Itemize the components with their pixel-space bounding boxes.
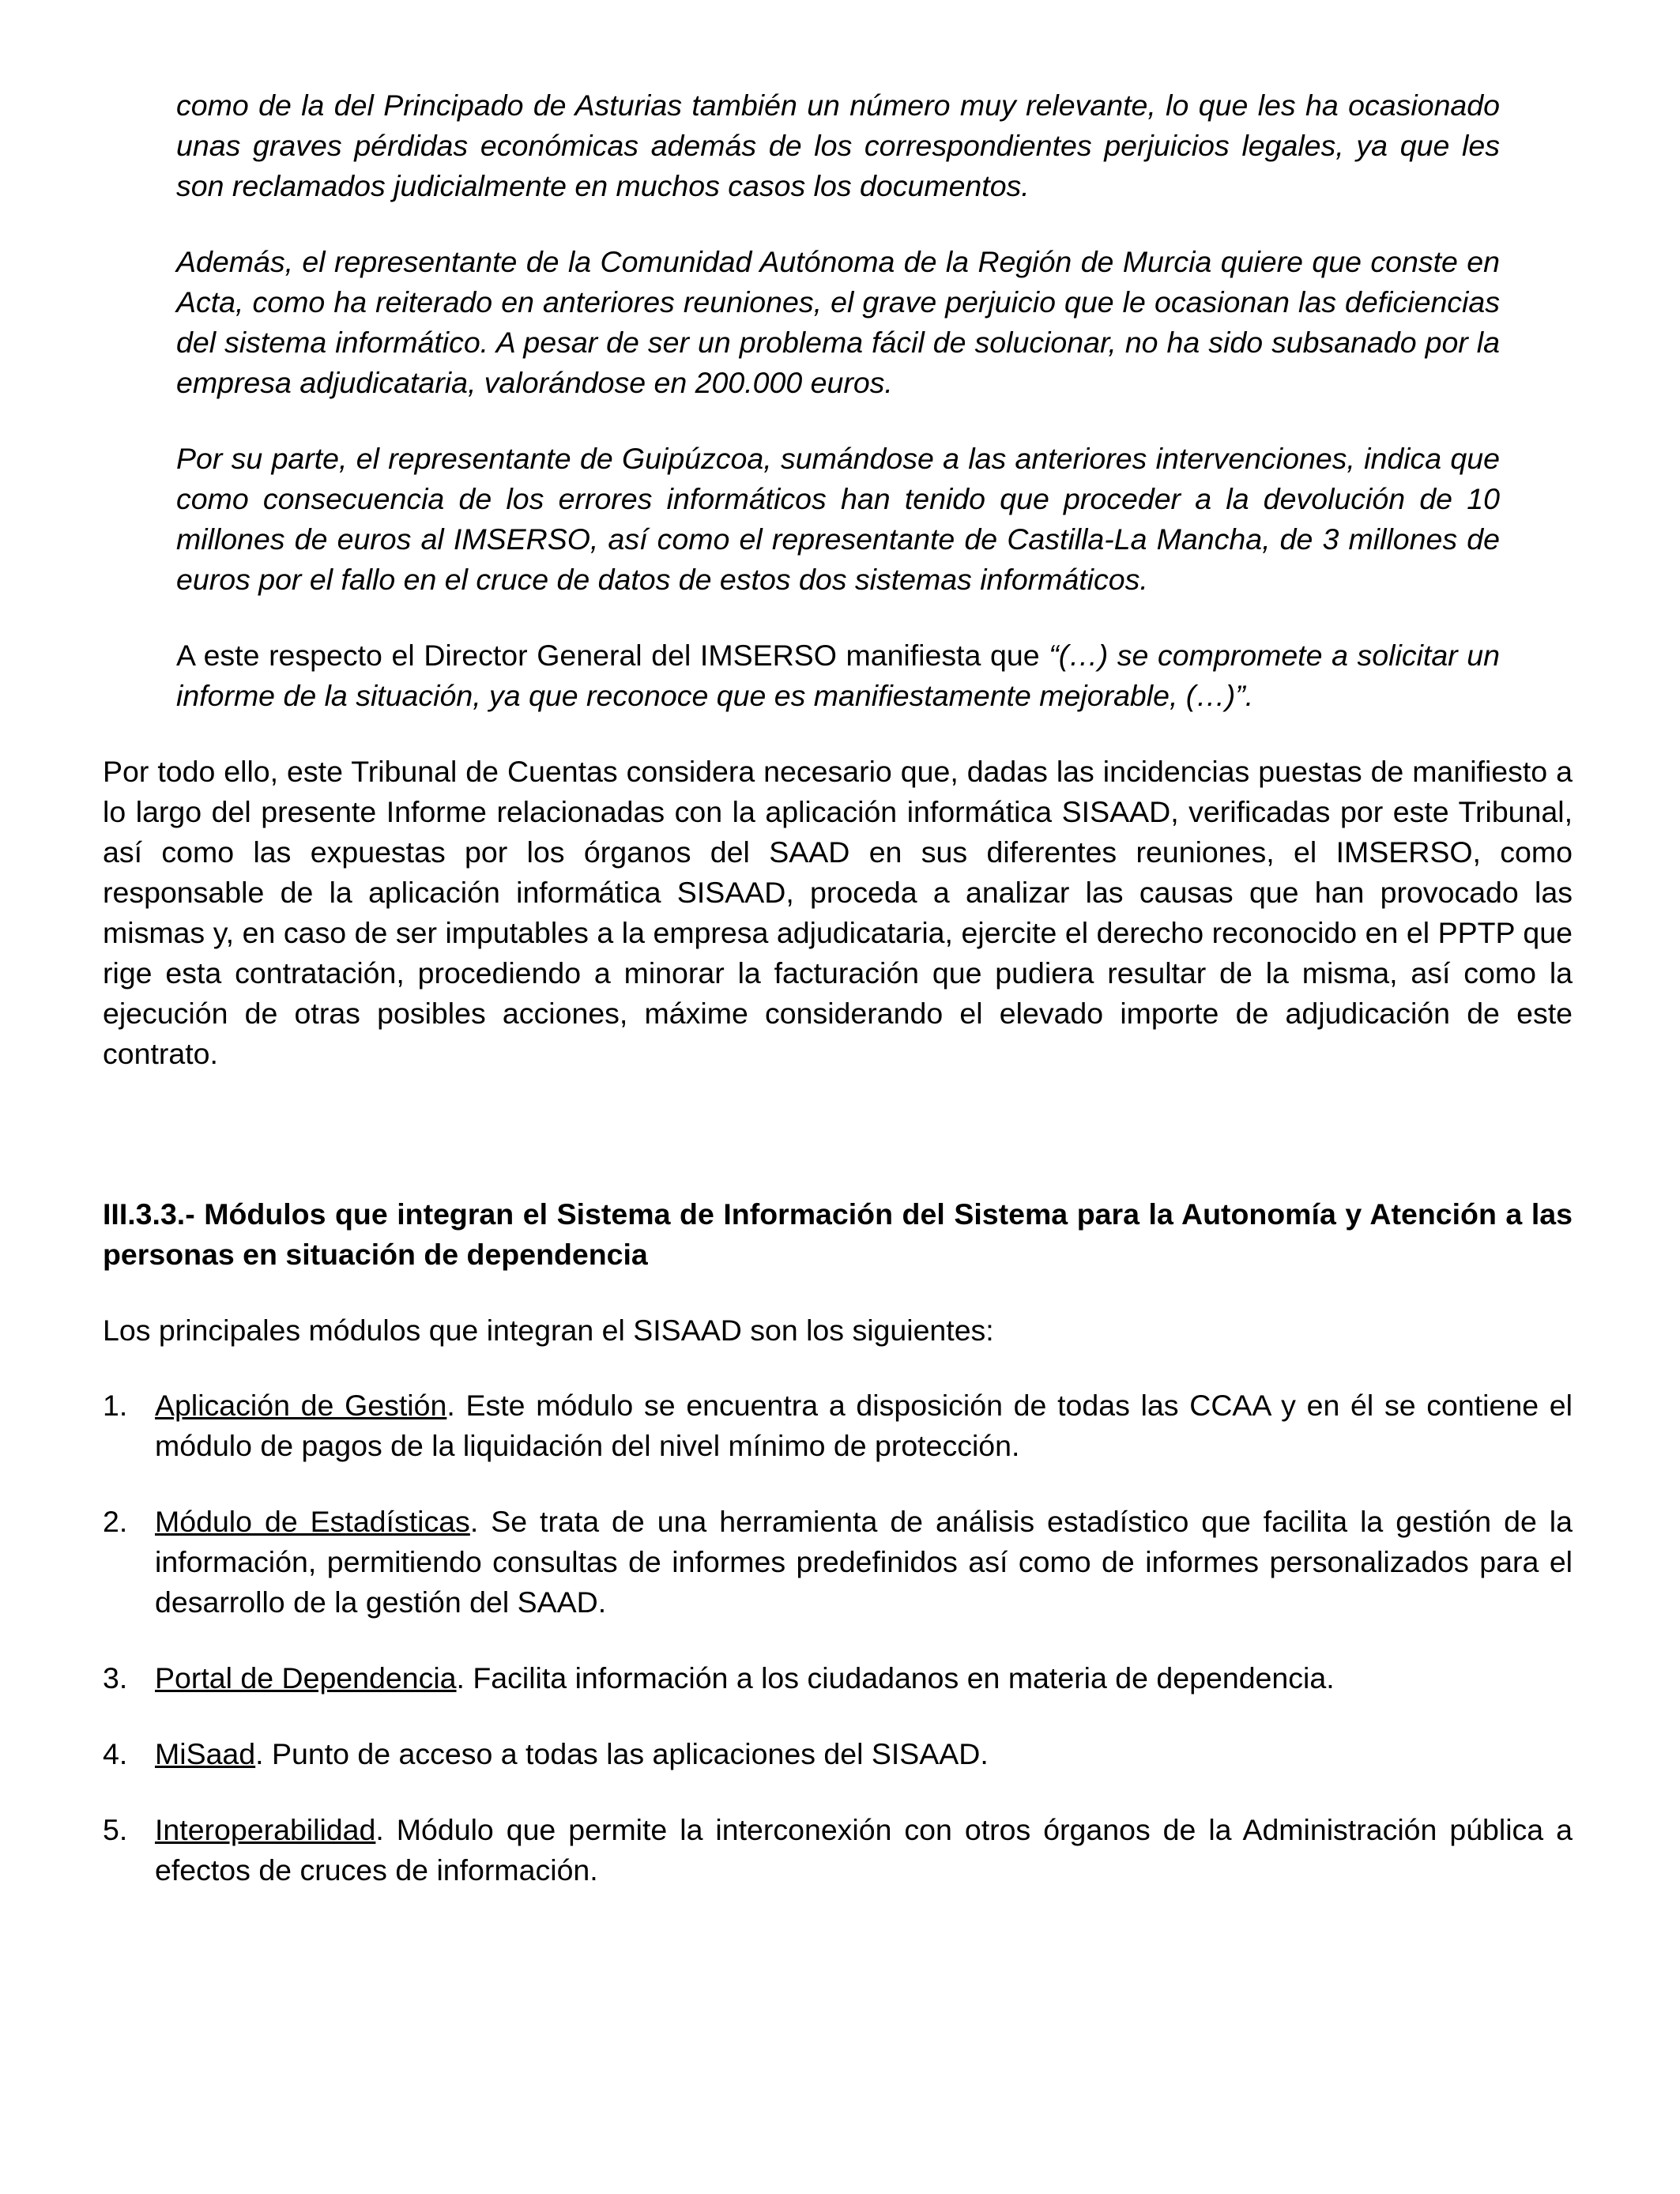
list-item	[103, 1502, 1573, 1623]
quote-paragraph-asturias: como de la del Principado de Asturias también un número muy relevante, lo que les ha ocasionado unas graves pérdidas económicas además de los correspondientes perjuicios legales, ya que les son reclamados judicialmente en muchos casos los documentos.	[176, 89, 1500, 202]
list-item-title: Módulo de Estadísticas	[155, 1505, 470, 1538]
list-item-number: 3.	[103, 1661, 128, 1695]
list-item	[103, 1658, 1573, 1698]
list-item-text: . Punto de acceso a todas las aplicaciones del SISAAD.	[255, 1737, 989, 1770]
list-item-text: . Módulo que permite la interconexión con otros órganos de la Administración pública a efectos de cruces de información.	[155, 1813, 1573, 1887]
quote-paragraph-murcia: Además, el representante de la Comunidad Autónoma de la Región de Murcia quiere que conste en Acta, como ha reiterado en anteriores reuniones, el grave perjuicio que le ocasionan las deficiencias del sistema informático. A pesar de ser un problema fácil de solucionar, no ha sido subsanado por la empresa adjudicataria, valorándose en 200.000 euros.	[176, 245, 1500, 399]
list-item-text: . Este módulo se encuentra a disposición de todas las CCAA y en él se contiene el módulo de pagos de la liquidación del nivel mínimo de protección.	[155, 1389, 1573, 1462]
list-item	[103, 1810, 1573, 1891]
section-heading: III.3.3.- Módulos que integran el Sistema de Información del Sistema para la Autonomía y Atención a las personas en situación de dependencia	[103, 1197, 1573, 1271]
document-page	[103, 85, 1573, 1926]
conclusion-paragraph: Por todo ello, este Tribunal de Cuentas considera necesario que, dadas las incidencias puestas de manifiesto a lo largo del presente Informe relacionadas con la aplicación informática SISAAD, verificadas por este Tribunal, así como las expuestas por los órganos del SAAD en sus diferentes reuniones, el IMSERSO, como responsable de la aplicación informática SISAAD, proceda a analizar las causas que han provocado las mismas y, en caso de ser imputables a la empresa adjudicataria, ejercite el derecho reconocido en el PPTP que rige esta contratación, procediendo a minorar la facturación que pudiera resultar de la misma, así como la ejecución de otras posibles acciones, máxime considerando el elevado importe de adjudicación de este contrato.	[103, 755, 1573, 1070]
list-item-number: 5.	[103, 1813, 128, 1846]
list-item-text: . Se trata de una herramienta de análisis estadístico que facilita la gestión de la información, permitiendo consultas de informes predefinidos así como de informes personalizados para el desarrollo de la gestión del SAAD.	[155, 1505, 1573, 1619]
list-item-title: Aplicación de Gestión	[155, 1389, 447, 1422]
section-intro: Los principales módulos que integran el SISAAD son los siguientes:	[103, 1314, 994, 1347]
list-item-number: 4.	[103, 1737, 128, 1770]
modules-list	[103, 1385, 1573, 1891]
list-item-text: . Facilita información a los ciudadanos en materia de dependencia.	[456, 1661, 1335, 1695]
director-quote-text: “(…) se compromete a solicitar un informe de la situación, ya que reconoce que es manifiestamente mejorable, (…)”.	[176, 639, 1500, 712]
list-item	[103, 1734, 1573, 1774]
director-lead-text: A este respecto el Director General del IMSERSO manifiesta que	[176, 639, 1049, 672]
list-item-body	[155, 1502, 1573, 1623]
list-item	[103, 1385, 1573, 1466]
director-paragraph	[176, 635, 1500, 716]
list-item-title: Portal de Dependencia	[155, 1661, 457, 1695]
list-item-body	[155, 1658, 1573, 1698]
list-item-body	[155, 1734, 1573, 1774]
list-item-title: Interoperabilidad	[155, 1813, 376, 1846]
list-item-number: 1.	[103, 1389, 128, 1422]
list-item-body	[155, 1385, 1573, 1466]
list-item-body	[155, 1810, 1573, 1891]
list-item-number: 2.	[103, 1505, 128, 1538]
quote-paragraph-guipuzcoa: Por su parte, el representante de Guipúzcoa, sumándose a las anteriores intervenciones, indica que como consecuencia de los errores informáticos han tenido que proceder a la devolución de 10 millones de euros al IMSERSO, así como el representante de Castilla-La Mancha, de 3 millones de euros por el fallo en el cruce de datos de estos dos sistemas informáticos.	[176, 442, 1500, 596]
list-item-title: MiSaad	[155, 1737, 256, 1770]
